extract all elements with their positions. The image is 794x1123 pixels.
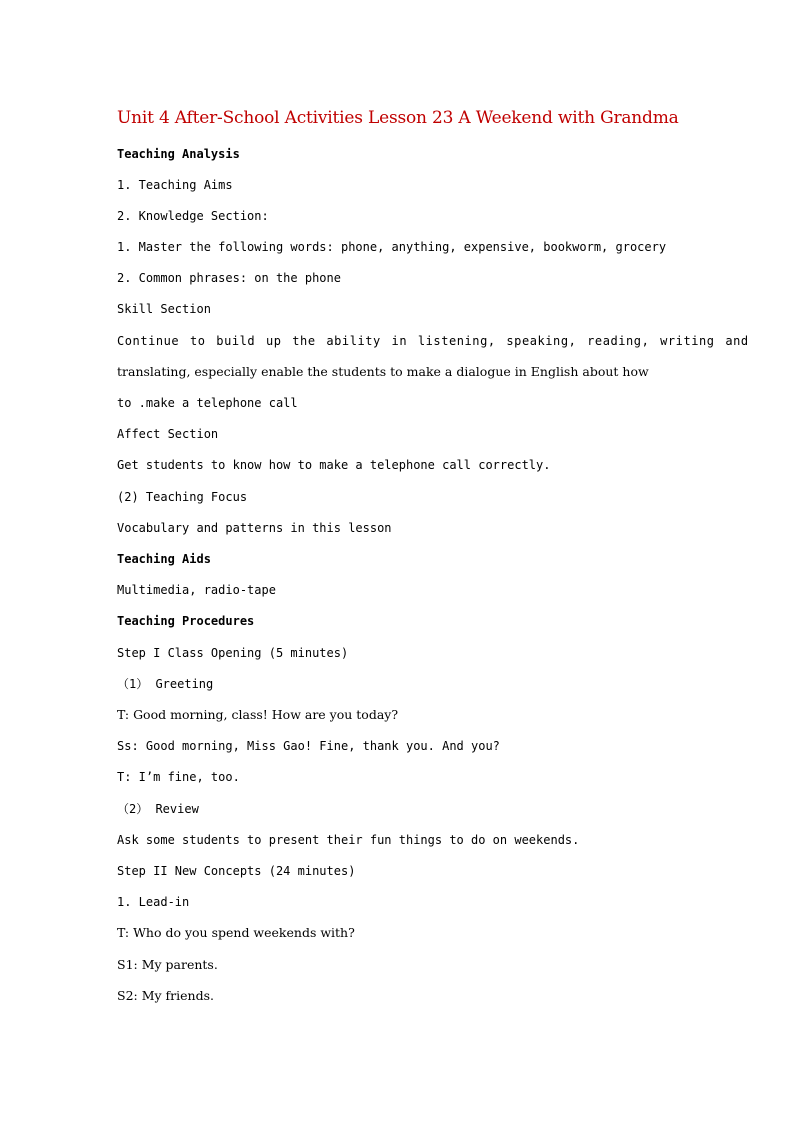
heading-teaching-analysis: Teaching Analysis — [117, 147, 240, 161]
text-line: Vocabulary and patterns in this lesson — [117, 521, 392, 535]
text-line: to .make a telephone call — [117, 396, 298, 410]
text-line: 1. Master the following words: phone, anything, expensive, bookworm, grocery — [117, 240, 667, 254]
text-line: 2. Knowledge Section: — [117, 209, 269, 223]
text-line: Ss: Good morning, Miss Gao! Fine, thank you. And you? — [117, 739, 500, 753]
text-line: 1. Teaching Aims — [117, 178, 233, 192]
text-line: Multimedia, radio-tape — [117, 583, 276, 597]
heading-teaching-procedures: Teaching Procedures — [117, 614, 255, 628]
text-line: 1. Lead-in — [117, 895, 190, 909]
heading-teaching-aids: Teaching Aids — [117, 552, 211, 566]
text-line: （1） Greeting — [117, 677, 214, 691]
text-line: Continue to build up the ability in listening, speaking, reading, writing and — [117, 334, 749, 348]
text-line: T: Good morning, class! How are you today? — [117, 707, 399, 722]
text-line: S2: My friends. — [117, 988, 214, 1003]
document-title: Unit 4 After-School Activities Lesson 23 A Weekend with Grandma — [117, 108, 679, 128]
text-line: Affect Section — [117, 427, 219, 441]
text-line: Skill Section — [117, 302, 211, 316]
text-line: Step II New Concepts (24 minutes) — [117, 864, 356, 878]
text-line: T: I’m fine, too. — [117, 770, 240, 784]
text-line: 2. Common phrases: on the phone — [117, 271, 341, 285]
text-line: T: Who do you spend weekends with? — [117, 925, 355, 940]
text-line: Ask some students to present their fun things to do on weekends. — [117, 833, 580, 847]
text-line: Get students to know how to make a telephone call correctly. — [117, 458, 551, 472]
text-line: translating, especially enable the students to make a dialogue in English about how — [117, 364, 649, 379]
text-line: S1: My parents. — [117, 957, 218, 972]
text-line: Step I Class Opening (5 minutes) — [117, 646, 349, 660]
text-line: （2） Review — [117, 802, 199, 816]
text-line: (2) Teaching Focus — [117, 490, 248, 504]
